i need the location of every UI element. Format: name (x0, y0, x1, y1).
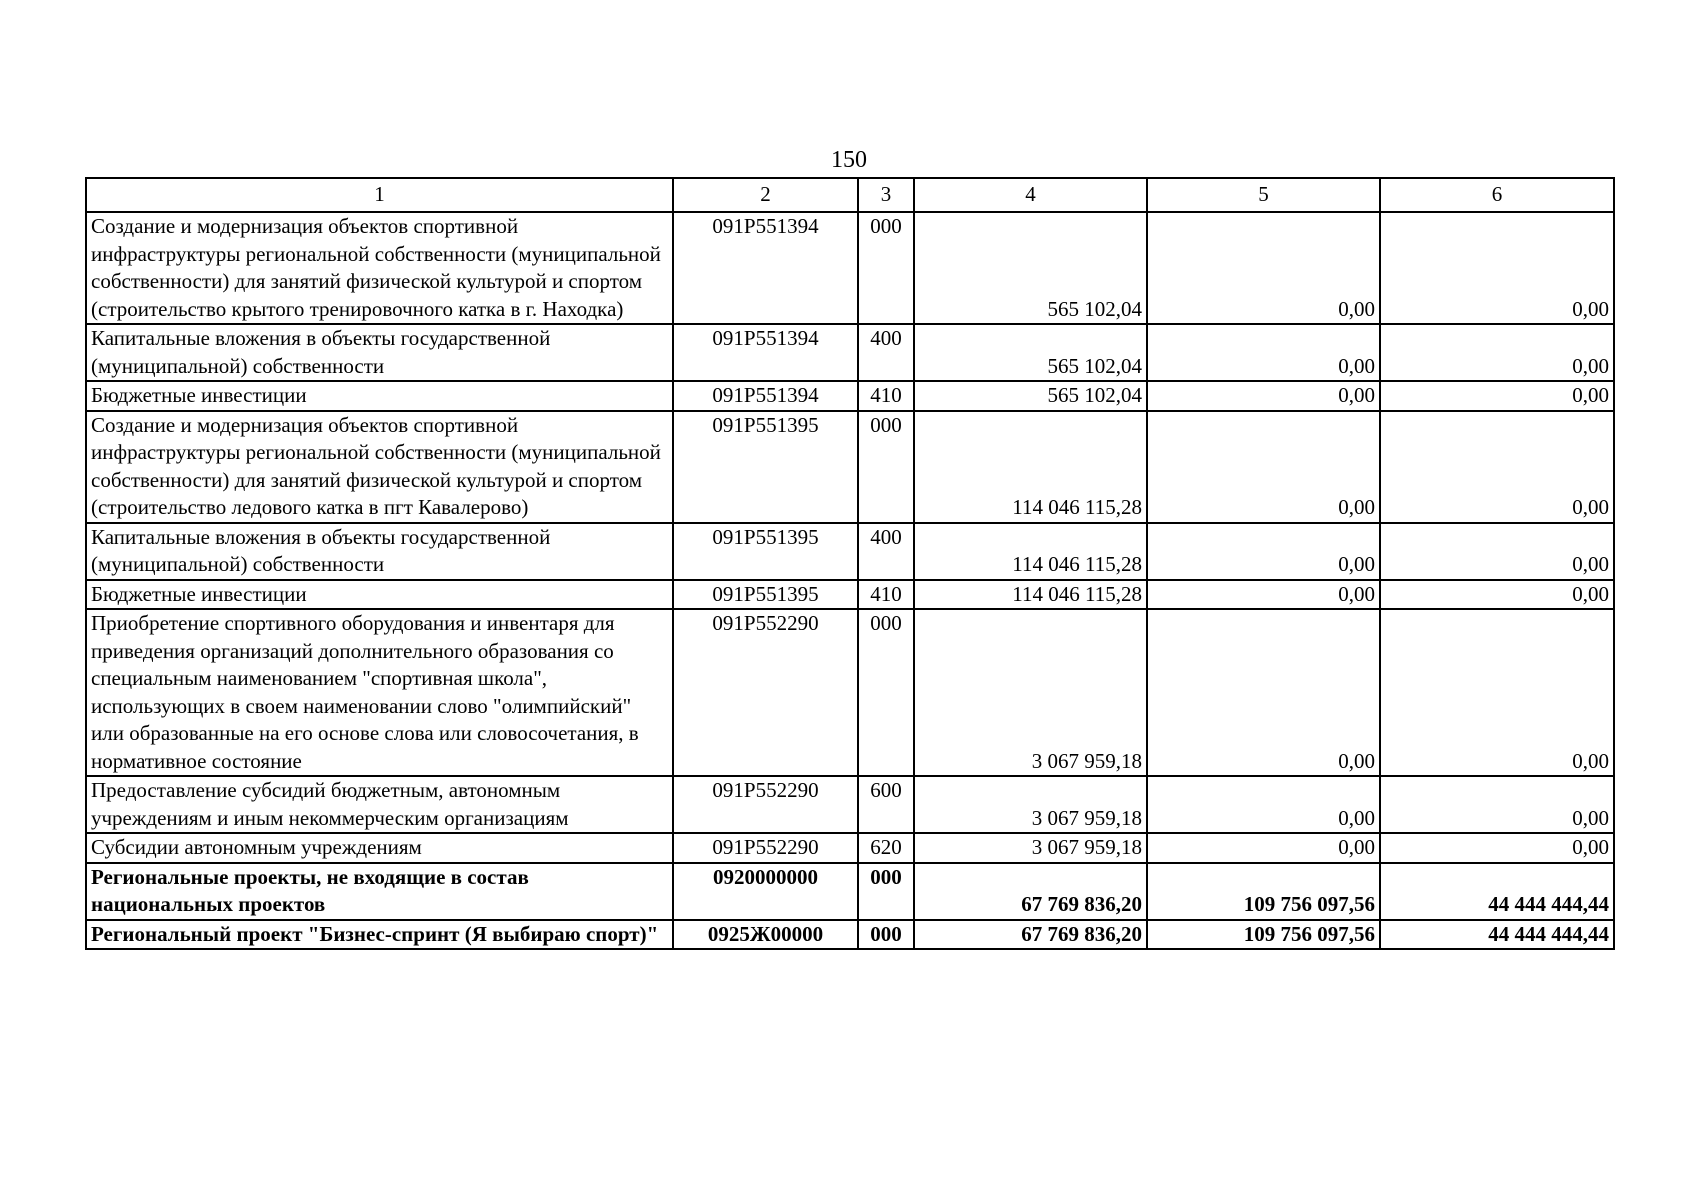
column-header-4: 4 (914, 178, 1147, 212)
table-row (86, 920, 1614, 950)
table-body (86, 212, 1614, 949)
amount-col6-cell: 44 444 444,44 (1380, 863, 1614, 920)
expense-type-cell: 620 (858, 833, 914, 863)
amount-col4-cell: 67 769 836,20 (914, 863, 1147, 920)
table-row (86, 324, 1614, 381)
expense-type-cell: 000 (858, 609, 914, 776)
column-header-6: 6 (1380, 178, 1614, 212)
amount-col5-cell: 109 756 097,56 (1147, 863, 1380, 920)
expense-name-cell: Бюджетные инвестиции (86, 580, 673, 610)
expense-name-cell: Капитальные вложения в объекты государственной (муниципальной) собственности (86, 523, 673, 580)
table-row (86, 776, 1614, 833)
expense-type-cell: 000 (858, 212, 914, 324)
target-code-cell: 0920000000 (673, 863, 858, 920)
amount-col5-cell: 0,00 (1147, 381, 1380, 411)
target-code-cell: 091P552290 (673, 609, 858, 776)
expense-name-cell: Капитальные вложения в объекты государственной (муниципальной) собственности (86, 324, 673, 381)
amount-col6-cell: 0,00 (1380, 776, 1614, 833)
amount-col6-cell: 0,00 (1380, 609, 1614, 776)
amount-col6-cell: 0,00 (1380, 580, 1614, 610)
column-header-2: 2 (673, 178, 858, 212)
target-code-cell: 091P551394 (673, 212, 858, 324)
expense-name-cell: Приобретение спортивного оборудования и инвентаря для приведения организаций дополнительного образования со специальным наименованием "спортивная школа", использующих в своем наименовании слово "олимпийский" или образованные на его основе слова или словосочетания, в нормативное состояние (86, 609, 673, 776)
amount-col4-cell: 565 102,04 (914, 212, 1147, 324)
amount-col5-cell: 0,00 (1147, 609, 1380, 776)
expense-type-cell: 600 (858, 776, 914, 833)
amount-col4-cell: 3 067 959,18 (914, 833, 1147, 863)
amount-col6-cell: 0,00 (1380, 833, 1614, 863)
target-code-cell: 091P551394 (673, 324, 858, 381)
target-code-cell: 091P551394 (673, 381, 858, 411)
amount-col5-cell: 0,00 (1147, 324, 1380, 381)
amount-col4-cell: 565 102,04 (914, 381, 1147, 411)
target-code-cell: 091P551395 (673, 580, 858, 610)
amount-col5-cell: 0,00 (1147, 212, 1380, 324)
amount-col5-cell: 109 756 097,56 (1147, 920, 1380, 950)
expense-name-cell: Бюджетные инвестиции (86, 381, 673, 411)
table-row (86, 609, 1614, 776)
expense-type-cell: 400 (858, 324, 914, 381)
header-row (86, 178, 1614, 212)
amount-col6-cell: 44 444 444,44 (1380, 920, 1614, 950)
table-row (86, 523, 1614, 580)
expense-name-cell: Региональный проект "Бизнес-спринт (Я выбираю спорт)" (86, 920, 673, 950)
table-row (86, 212, 1614, 324)
page-number: 150 (831, 147, 867, 173)
column-header-1: 1 (86, 178, 673, 212)
amount-col5-cell: 0,00 (1147, 580, 1380, 610)
amount-col6-cell: 0,00 (1380, 411, 1614, 523)
expense-type-cell: 410 (858, 580, 914, 610)
expense-name-cell: Региональные проекты, не входящие в состав национальных проектов (86, 863, 673, 920)
amount-col6-cell: 0,00 (1380, 324, 1614, 381)
amount-col6-cell: 0,00 (1380, 212, 1614, 324)
table-row (86, 863, 1614, 920)
expense-type-cell: 410 (858, 381, 914, 411)
expense-name-cell: Предоставление субсидий бюджетным, автономным учреждениям и иным некоммерческим организациям (86, 776, 673, 833)
amount-col5-cell: 0,00 (1147, 833, 1380, 863)
expense-name-cell: Субсидии автономным учреждениям (86, 833, 673, 863)
target-code-cell: 091P552290 (673, 776, 858, 833)
expense-type-cell: 000 (858, 863, 914, 920)
target-code-cell: 0925Ж00000 (673, 920, 858, 950)
expense-type-cell: 000 (858, 411, 914, 523)
target-code-cell: 091P551395 (673, 523, 858, 580)
expense-name-cell: Создание и модернизация объектов спортивной инфраструктуры региональной собственности (муниципальной собственности) для занятий физической культурой и спортом (строительство крытого тренировочного катка в г. Находка) (86, 212, 673, 324)
amount-col4-cell: 3 067 959,18 (914, 776, 1147, 833)
expense-type-cell: 400 (858, 523, 914, 580)
amount-col4-cell: 565 102,04 (914, 324, 1147, 381)
target-code-cell: 091P551395 (673, 411, 858, 523)
table-row (86, 381, 1614, 411)
amount-col5-cell: 0,00 (1147, 523, 1380, 580)
amount-col5-cell: 0,00 (1147, 776, 1380, 833)
amount-col4-cell: 114 046 115,28 (914, 580, 1147, 610)
column-header-3: 3 (858, 178, 914, 212)
budget-table (85, 177, 1615, 950)
table-row (86, 411, 1614, 523)
table-row (86, 580, 1614, 610)
amount-col4-cell: 114 046 115,28 (914, 411, 1147, 523)
amount-col4-cell: 67 769 836,20 (914, 920, 1147, 950)
amount-col6-cell: 0,00 (1380, 523, 1614, 580)
expense-name-cell: Создание и модернизация объектов спортивной инфраструктуры региональной собственности (муниципальной собственности) для занятий физической культурой и спортом (строительство ледового катка в пгт Кавалерово) (86, 411, 673, 523)
amount-col6-cell: 0,00 (1380, 381, 1614, 411)
target-code-cell: 091P552290 (673, 833, 858, 863)
table-row (86, 833, 1614, 863)
amount-col5-cell: 0,00 (1147, 411, 1380, 523)
expense-type-cell: 000 (858, 920, 914, 950)
column-header-5: 5 (1147, 178, 1380, 212)
amount-col4-cell: 114 046 115,28 (914, 523, 1147, 580)
amount-col4-cell: 3 067 959,18 (914, 609, 1147, 776)
